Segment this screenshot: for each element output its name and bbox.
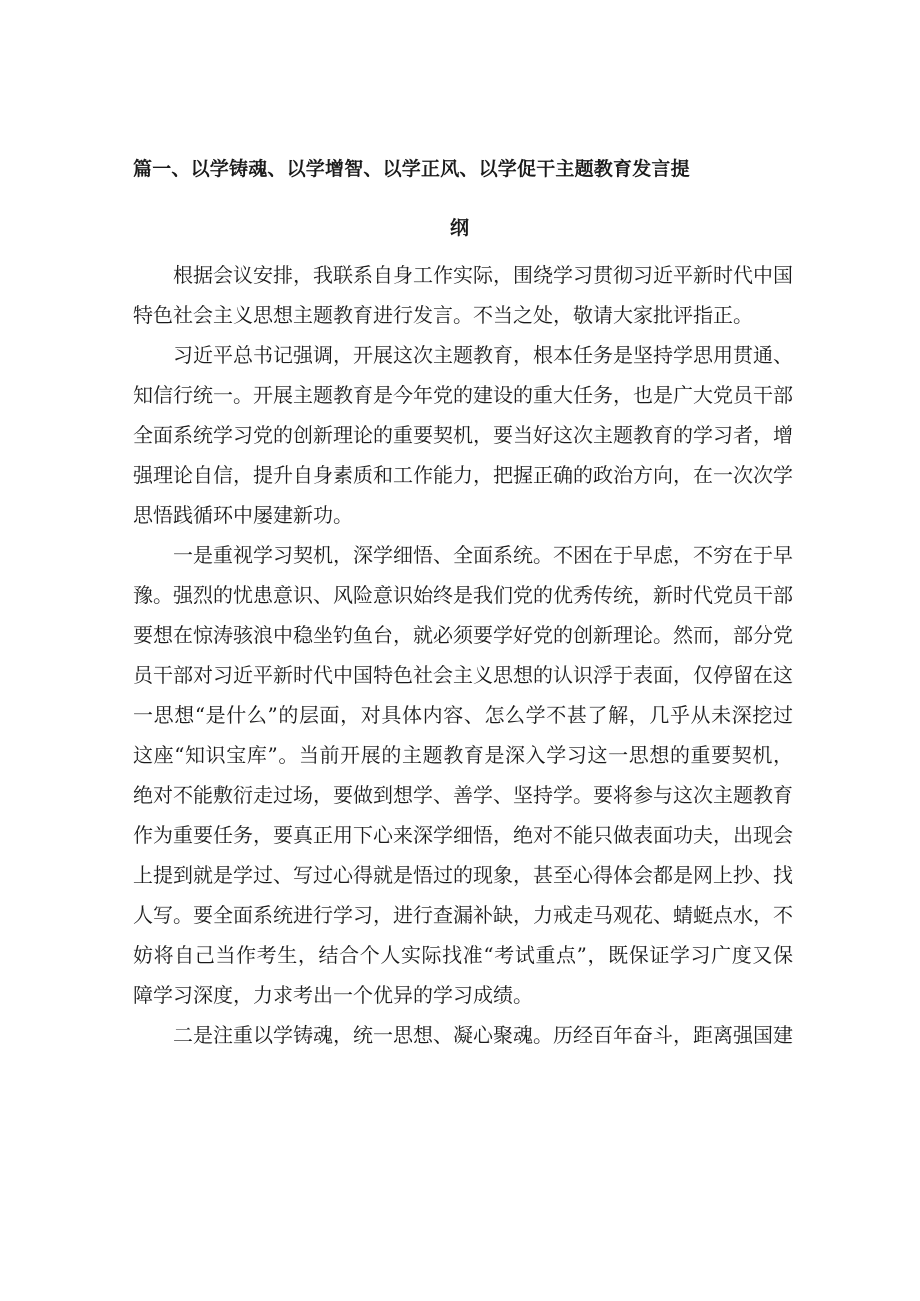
paragraph-point-two: 二是注重以学铸魂，统一思想、凝心聚魂。历经百年奋斗，距离强国建 bbox=[173, 1023, 793, 1047]
document-title-line-2: 纲 bbox=[450, 217, 470, 239]
paragraph-quote: 习近平总书记强调，开展这次主题教育，根本任务是坚持学思用贯通、知信行统一。开展主题教育是今年党的建设的重大任务，也是广大党员干部全面系统学习党的创新理论的重要契机，要当好这次主题教育的学习者，增强理论自信，提升自身素质和工作能力，把握正确的政治方向，在一次次学思悟践循环中屡建新功。 bbox=[133, 343, 793, 527]
paragraph-intro: 根据会议安排，我联系自身工作实际，围绕学习贯彻习近平新时代中国特色社会主义思想主题教育进行发言。不当之处，敬请大家批评指正。 bbox=[133, 263, 793, 327]
paragraph-point-one: 一是重视学习契机，深学细悟、全面系统。不困在于早虑，不穷在于早豫。强烈的忧患意识、风险意识始终是我们党的优秀传统，新时代党员干部要想在惊涛骇浪中稳坐钓鱼台，就必须要学好党的创新理论。然而，部分党员干部对习近平新时代中国特色社会主义思想的认识浮于表面，仅停留在这一思想“是什么”的层面，对具体内容、怎么学不甚了解，几乎从未深挖过这座“知识宝库”。当前开展的主题教育是深入学习这一思想的重要契机，绝对不能敷衍走过场，要做到想学、善学、坚持学。要将参与这次主题教育作为重要任务，要真正用下心来深学细悟，绝对不能只做表面功夫，出现会上提到就是学过、写过心得就是悟过的现象，甚至心得体会都是网上抄、找人写。要全面系统进行学习，进行查漏补缺，力戒走马观花、蜻蜓点水，不妨将自己当作考生，结合个人实际找准“考试重点”，既保证学习广度又保障学习深度，力求考出一个优异的学习成绩。 bbox=[133, 543, 793, 1007]
document-body bbox=[133, 255, 793, 1055]
document-title-line-1: 篇一、以学铸魂、以学增智、以学正风、以学促干主题教育发言提 bbox=[133, 158, 690, 180]
